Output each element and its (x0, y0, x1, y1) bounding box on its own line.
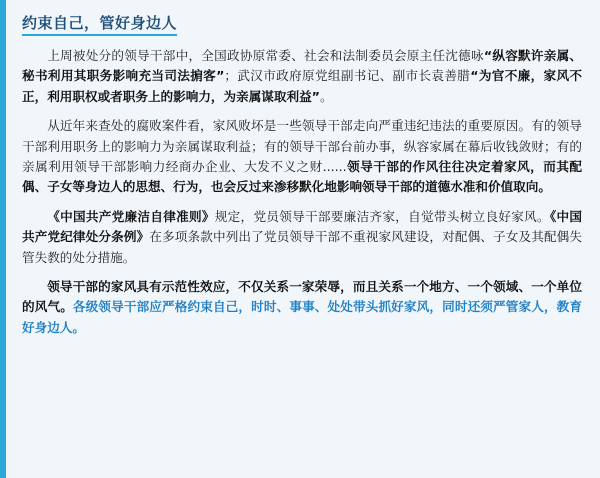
run-text: 从近年来查处的腐败案件看，家风败坏是一些领导干部走向严重违纪违法的重要原因。有的领导干部利用职务上的影响力为亲属谋取利益；有的领导干部台前办事，纵容家属在幕后收钱敛财；有的亲属利用领导干部影响力经商办企业、大发不义之财...... (22, 118, 582, 174)
page-title-text: 约束自己，管好身边人 (22, 14, 177, 36)
run-text: 。 (319, 88, 333, 104)
run-text-bold: “纵容默许亲属、秘书利用其职务影响充当司法掮客” (22, 48, 583, 84)
paragraph-2 (22, 116, 582, 198)
run-text-highlight: 同时还须严管家人，教育好身边人。 (22, 299, 583, 335)
paragraph-1 (22, 46, 582, 107)
run-text: 在多项条款中列出了党员领导干部不重视家风建设，对配偶、子女及其配偶失管失教的处分措施。 (22, 229, 583, 265)
paragraph-3 (22, 207, 582, 268)
article-body (6, 0, 600, 357)
run-text: 规定，党员领导干部要廉洁齐家，自觉带头树立良好家风。 (214, 208, 550, 224)
run-text-highlight: 各级领导干部应严格约束自己，时时、事事、处处带头抓好家风， (72, 299, 443, 315)
paragraph-4 (22, 277, 582, 338)
book-title-1: 《中国共产党廉洁自律准则》 (47, 208, 215, 224)
run-text-bold: 领导干部的家风具有示范性效应，不仅关系一家荣辱，而且关系一个地方、一个领域、一个单位的风气。 (22, 278, 582, 315)
book-title-2: 《中国共产党纪律处分条例》 (22, 208, 582, 245)
run-text-bold: 领导干部的作风往往决定着家风，而其配偶、子女等身边人的思想、行为，也会反过来渗移默化地影响领导干部的道德水准和价值取向。 (22, 158, 582, 195)
run-text: ；武汉市政府原党组副书记、副市长袁善腊 (224, 68, 471, 84)
page-title (22, 14, 582, 36)
run-text-bold: “为官不廉，家风不正，利用职权或者职务上的影响力，为亲属谋取利益” (22, 68, 583, 104)
run-text: 上周被处分的领导干部中，全国政协原常委、社会和法制委员会原主任沈德咏 (47, 48, 484, 63)
